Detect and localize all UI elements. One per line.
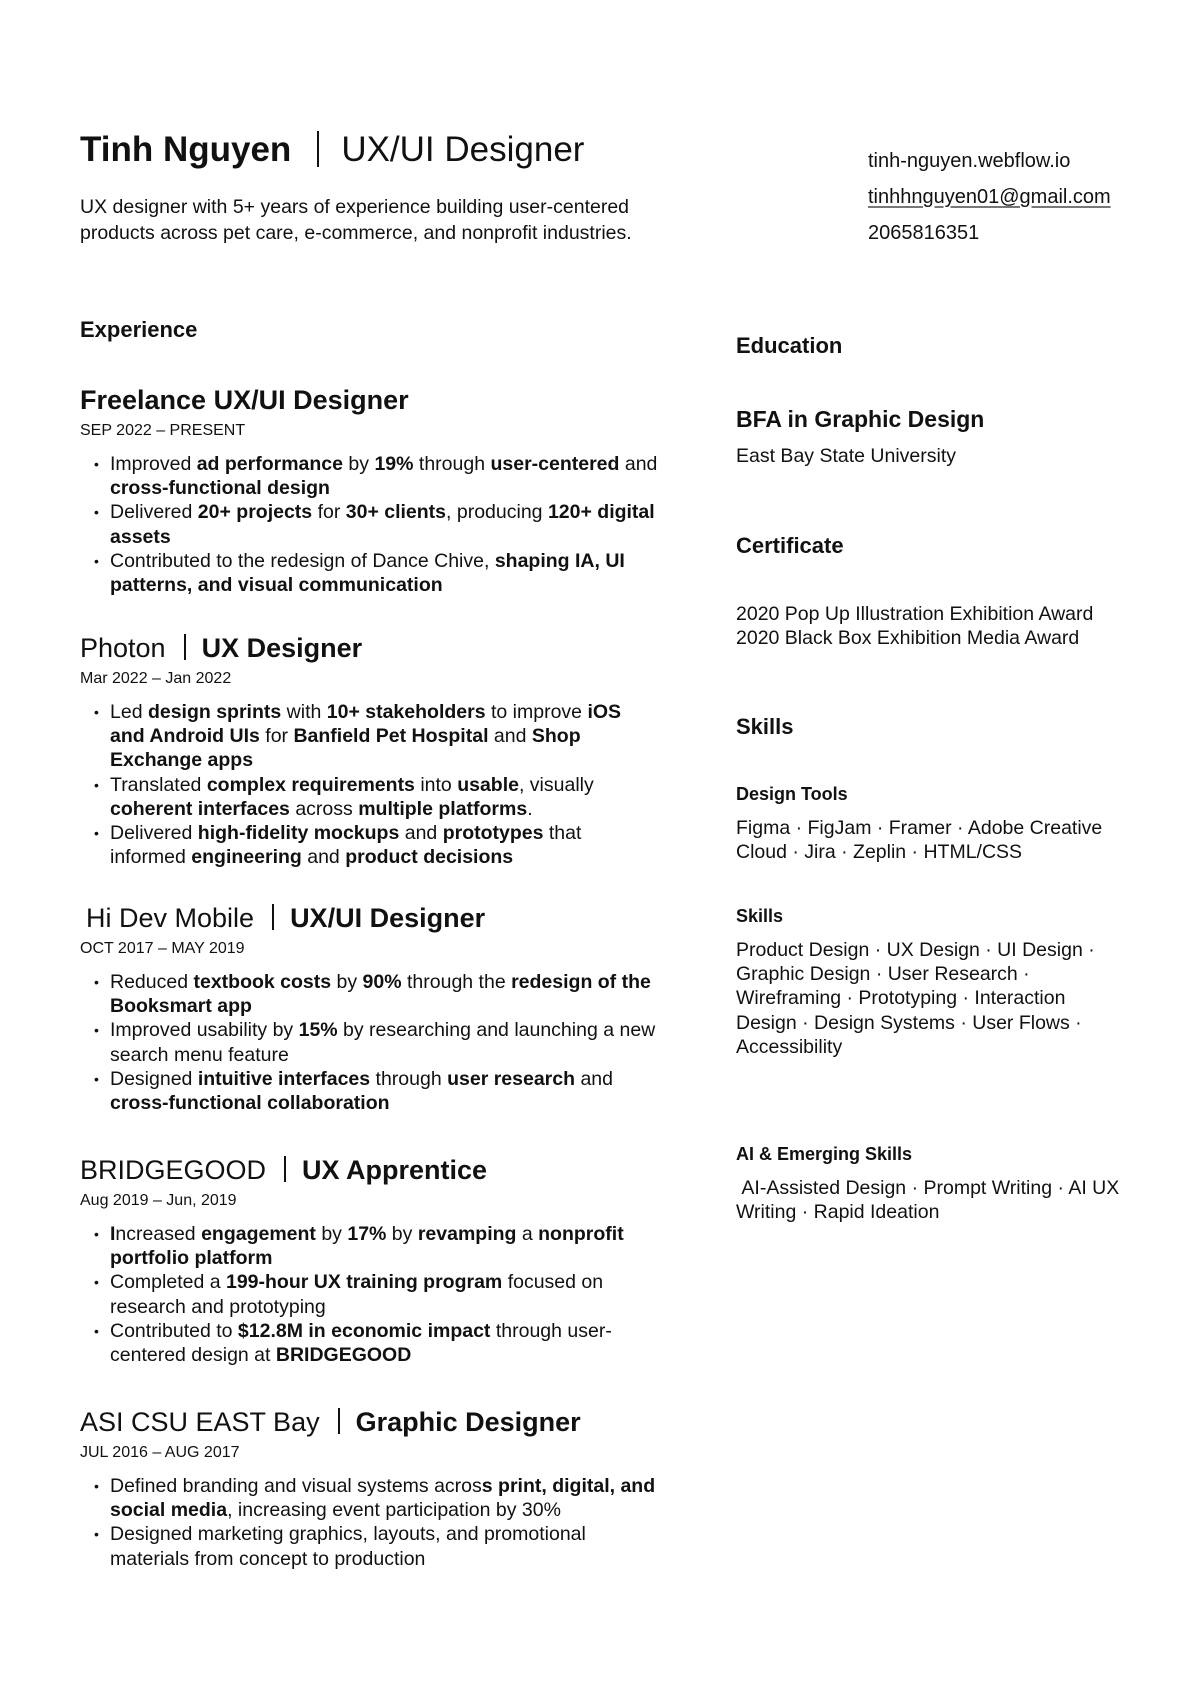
bullet-emphasis: user-centered	[490, 453, 620, 475]
bullet-emphasis: s print, digital, and social media	[110, 1475, 656, 1522]
bullet-emphasis: Banfield Pet Hospital	[293, 725, 489, 748]
candidate-name: Tinh Nguyen	[80, 130, 292, 169]
bullet-emphasis: intuitive interfaces	[197, 1067, 371, 1090]
bullet-emphasis: Shop Exchange apps	[110, 725, 581, 772]
skill-group-text: AI-Assisted Design · Prompt Writing · AI UX Writing · Rapid Ideation	[736, 1177, 1125, 1224]
bullet-emphasis: textbook costs	[193, 971, 332, 993]
title-divider	[338, 1408, 340, 1434]
job-entry	[80, 631, 660, 869]
bullet-emphasis: 10+ stakeholders	[326, 701, 486, 723]
job-entry	[80, 1405, 660, 1571]
bullet-text: Contributed to	[110, 1319, 238, 1342]
bullet-text: by	[343, 453, 375, 475]
title-divider	[317, 131, 319, 167]
degree: BFA in Graphic Design	[736, 406, 985, 432]
bullet-item	[80, 970, 660, 1018]
certificate-item: 2020 Black Box Exhibition Media Award	[736, 627, 1080, 649]
bullet-text: and	[619, 453, 658, 475]
skills-heading: Skills	[736, 714, 794, 739]
title-divider	[184, 634, 186, 660]
company-name: ASI CSU EAST Bay	[80, 1407, 320, 1437]
bullet-text: through user-centered design at	[110, 1319, 612, 1367]
bullet-item	[80, 1222, 660, 1270]
bullet-emphasis: I	[110, 1223, 116, 1245]
bullet-emphasis: 15%	[298, 1019, 338, 1042]
bullet-emphasis: complex requirements	[206, 773, 415, 796]
bullet-text: through	[413, 453, 491, 475]
bullet-text: Designed	[110, 1067, 198, 1090]
bullet-emphasis: 17%	[347, 1223, 387, 1245]
job-bullets	[80, 1222, 660, 1367]
bullet-emphasis: engineering	[191, 846, 302, 869]
bullet-text: Improved usability by	[110, 1019, 299, 1042]
bullet-text: Improved	[110, 453, 197, 475]
bullet-item	[80, 452, 660, 500]
bullet-text: Delivered	[110, 822, 198, 845]
bullet-item	[80, 1319, 660, 1367]
bullet-emphasis: $12.8M in economic impact	[237, 1319, 491, 1342]
bullet-text: that informed	[110, 822, 582, 869]
header	[80, 128, 584, 172]
bullet-text: through	[370, 1067, 448, 1090]
job-date: JUL 2016 – AUG 2017	[80, 1444, 240, 1461]
job-date: Mar 2022 – Jan 2022	[80, 670, 232, 687]
company-name: Photon	[80, 633, 166, 663]
job-role: UX Designer	[201, 633, 363, 663]
bullet-text: focused on research and prototyping	[110, 1271, 604, 1318]
bullet-text: , increasing event participation by 30%	[227, 1499, 561, 1522]
skill-group-label: Design Tools	[736, 784, 848, 804]
bullet-item	[80, 1522, 660, 1570]
title-divider	[284, 1156, 286, 1182]
candidate-title: UX/UI Designer	[341, 130, 585, 169]
bullet-item	[80, 549, 660, 597]
bullet-text: by researching and launching a new search menu feature	[110, 1019, 656, 1066]
bullet-text: by	[386, 1223, 418, 1245]
bullet-text: ncreased	[115, 1223, 202, 1245]
bullet-item	[80, 500, 660, 548]
experience-heading: Experience	[80, 317, 198, 342]
bullet-text: , visually	[518, 773, 594, 796]
bullet-emphasis: user research	[447, 1067, 576, 1090]
bullet-item	[80, 700, 660, 773]
company-name: BRIDGEGOOD	[80, 1155, 267, 1185]
bullet-text: through the	[401, 971, 512, 993]
phone-number: 2065816351	[868, 222, 980, 244]
bullet-text: Delivered	[110, 501, 198, 524]
bullet-text: by	[315, 1223, 348, 1245]
bullet-item	[80, 1018, 660, 1066]
bullet-emphasis: BRIDGEGOOD	[275, 1344, 412, 1367]
bullet-emphasis: redesign of the Booksmart app	[110, 971, 651, 1018]
bullet-text: Completed a	[110, 1271, 226, 1294]
job-entry	[80, 383, 660, 597]
bullet-emphasis: ad performance	[196, 453, 344, 475]
bullet-text: to improve	[485, 701, 588, 723]
bullet-emphasis: coherent interfaces	[110, 797, 290, 820]
bullet-emphasis: iOS and Android UIs	[110, 701, 622, 748]
bullet-text: Contributed to the redesign of Dance Chive,	[110, 549, 495, 572]
bullet-emphasis: nonprofit portfolio platform	[110, 1223, 624, 1270]
bullet-emphasis: revamping	[417, 1223, 517, 1245]
bullet-item	[80, 1067, 660, 1115]
bullet-item	[80, 1474, 660, 1522]
bullet-emphasis: prototypes	[442, 822, 544, 845]
job-entry	[80, 901, 660, 1115]
school: East Bay State University	[736, 445, 957, 467]
bullet-emphasis: multiple platforms	[358, 797, 528, 820]
job-role: Graphic Designer	[355, 1407, 581, 1437]
bullet-item	[80, 1270, 660, 1318]
job-date: SEP 2022 – PRESENT	[80, 422, 246, 439]
bullet-emphasis: 120+ digital assets	[110, 501, 655, 548]
summary: UX designer with 5+ years of experience building user-centered products across pet care, e-commerce, and nonprofit industries.	[80, 196, 632, 244]
bullet-text: with	[281, 701, 327, 723]
bullet-text: for	[259, 725, 294, 748]
title-divider	[272, 904, 274, 930]
bullet-item	[80, 821, 660, 869]
bullet-item	[80, 773, 660, 821]
bullet-emphasis: 19%	[374, 453, 414, 475]
job-title: Freelance UX/UI Designer	[80, 385, 409, 415]
bullet-text: Led	[110, 701, 148, 723]
bullet-text: into	[414, 773, 458, 796]
job-entry	[80, 1153, 660, 1367]
bullet-text: and	[399, 822, 443, 845]
bullet-text: for	[312, 501, 346, 524]
job-title	[80, 1405, 660, 1439]
skill-group-label: Skills	[736, 906, 784, 926]
bullet-emphasis: 20+ projects	[197, 501, 313, 524]
bullet-emphasis: shaping IA, UI patterns, and visual communication	[110, 549, 625, 597]
bullet-emphasis: design sprints	[147, 701, 282, 723]
skill-group-text: Product Design · UX Design · UI Design · Graphic Design · User Research · Wireframing · Prototyping · Interaction Design · Design Systems · User Flows · Accessibility	[736, 939, 1095, 1058]
bullet-emphasis: cross-functional collaboration	[110, 1092, 390, 1115]
bullet-emphasis: cross-functional design	[110, 477, 330, 500]
bullet-text: , producing	[446, 501, 548, 524]
email-link[interactable]: tinhhnguyen01@gmail.com	[868, 186, 1111, 208]
bullet-emphasis: high-fidelity mockups	[197, 822, 400, 845]
bullet-text: Designed marketing graphics, layouts, and promotional materials from concept to production	[110, 1523, 586, 1570]
bullet-emphasis: 90%	[362, 971, 402, 993]
bullet-emphasis: 30+ clients	[345, 501, 447, 524]
job-title	[80, 1153, 660, 1187]
skill-group-text: Figma · FigJam · Framer · Adobe Creative Cloud · Jira · Zeplin · HTML/CSS	[736, 817, 1103, 864]
job-bullets	[80, 970, 660, 1115]
bullet-text: Translated	[110, 773, 207, 796]
job-bullets	[80, 452, 660, 597]
company-name: Hi Dev Mobile	[86, 903, 255, 933]
education-heading: Education	[736, 333, 843, 358]
certificate-heading: Certificate	[736, 533, 844, 558]
bullet-text: and	[575, 1067, 613, 1090]
job-role: UX/UI Designer	[290, 903, 486, 933]
job-title	[80, 631, 660, 665]
bullet-text: Reduced	[110, 971, 194, 993]
website-link[interactable]: tinh-nguyen.webflow.io	[868, 150, 1071, 172]
bullet-text: a	[516, 1223, 539, 1245]
bullet-text: by	[331, 971, 363, 993]
bullet-text: .	[527, 797, 533, 820]
bullet-text: across	[289, 797, 359, 820]
bullet-text: and	[488, 725, 532, 748]
job-role: UX Apprentice	[302, 1155, 488, 1185]
certificate-item: 2020 Pop Up Illustration Exhibition Award	[736, 603, 1094, 625]
bullet-text: Defined branding and visual systems acros	[110, 1475, 482, 1497]
bullet-emphasis: 199-hour UX training program	[225, 1271, 503, 1294]
bullet-emphasis: product decisions	[345, 846, 514, 869]
bullet-emphasis: usable	[457, 773, 519, 796]
bullet-emphasis: engagement	[201, 1223, 316, 1245]
job-date: Aug 2019 – Jun, 2019	[80, 1192, 237, 1209]
job-title	[80, 901, 660, 935]
bullet-text: and	[301, 846, 346, 869]
job-bullets	[80, 700, 660, 869]
job-date: OCT 2017 – MAY 2019	[80, 940, 245, 957]
skill-group-label: AI & Emerging Skills	[736, 1144, 913, 1164]
job-bullets	[80, 1474, 660, 1571]
